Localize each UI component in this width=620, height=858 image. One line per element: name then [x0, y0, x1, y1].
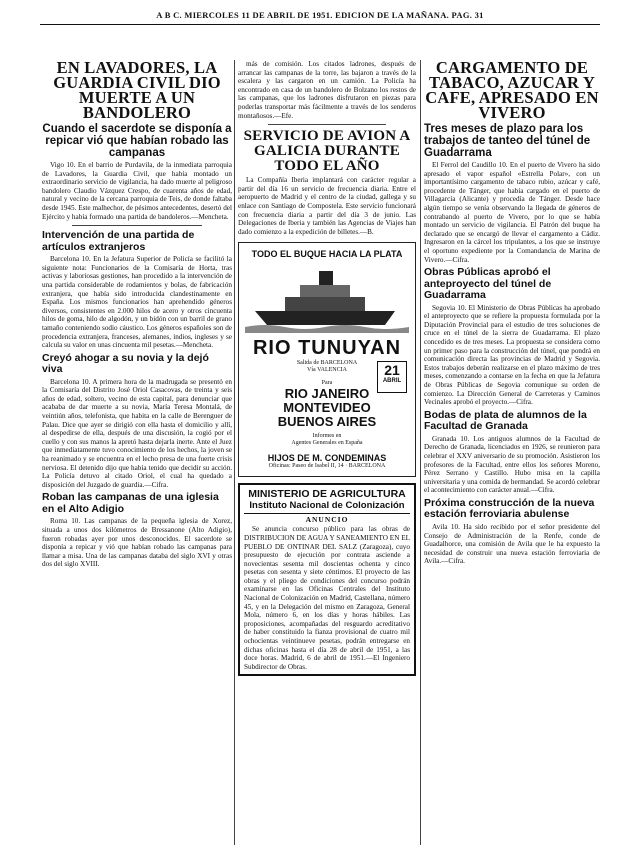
article-avion: La Compañía Iberia implantará con carácter regular a partir del día 16 un servicio de frecuencia diaria. Entre el aeropuerto de Madrid y el centro de la ciudad, gallega y su enlace con Santiago de Compostela. Este servicio funcionará con frecuencia diaria a partir del día 3 de junio. Las Delegaciones de Iberia y también las Agencias de Viajes han dado comienzo a la expedición de billetes.—B.	[238, 176, 416, 236]
ad-tagline: TODO EL BUQUE HACIA LA PLATA	[251, 249, 403, 260]
header-rule	[40, 24, 600, 25]
article-intervencion: Barcelona 10. En la Jefatura Superior de Policía se facilitó la siguiente nota: Funcionarios de la Comisaría de Horta, tras activas y laboriosas gestiones, han procedido a la intervención de una partida considerable de rodamientos y bolas, de fabricación extranjera, que había sido introducida clandestinamente en España. Los mismos funcionarios han aprehendido géneros diversos, consistentes en 2.000 hilos de acero y otros cincuenta hilos de goma, hilo de algodón, y un bidón con un barril de grano tamaño conteniendo sodio cáustico. Los géneros españoles son de procedencia extranjera, franceses, alemanes, indios, ingleses y se calcula su valor en unas cincuenta mil pesetas.—Mencheta.	[42, 255, 232, 350]
ship-advertisement	[238, 242, 416, 477]
ad-info: Informes en	[312, 433, 342, 440]
ministry-title: MINISTERIO DE AGRICULTURA	[248, 488, 406, 501]
headline-intervencion: Intervención de una partida de artículos extranjeros	[42, 229, 195, 253]
article-roban-cont: más de comisión. Los citados ladrones, después de arrancar las campanas de la torre, las bajaron a través de la escalera y las cargaron en un camión. La Policía ha encontrado en casa de un bandolero de Bolzano los restos de las campanas, que los ladrones disfrutaron en piezas para poderlas transportar más fácilmente a través de los senderos montañosos.—Efe.	[238, 60, 416, 120]
article-creyo: Barcelona 10. A primera hora de la madrugada se presentó en la Comisaría del Distrito José Oriol Casacovas, de treinta y seis años de edad, soltero, vecino de esta capital, para denunciar que acababa de dar muerte a su novia, María Teresa Montalá, de veintiún años, telefonista, que habita en la calle de Berenguer de Palau. Dice que ayer se dirigió con ella hasta el domicilio y allí, al despedirse de ella, después de una discusión, la cogió por el cuello y con sus manos la apretó hasta dejarla inerte. Ante el Juez que inmediatamente tuvo conocimiento de los hechos, la joven se ha reanimado y se encuentra en el lecho presa de una fuerte crisis nerviosa. El detenido dijo que había tenido que decidir su acción. La Policía detuvo al citado Oriol, el cual ha quedado a disposición del Juzgado de guardia.—Cifra.	[42, 377, 232, 489]
subhead-tunel: Tres meses de plazo para los trabajos de tanteo del túnel de Guadarrama	[424, 123, 591, 159]
ad-address: Oficinas: Paseo de Isabel II, 14 · BARCELONA	[268, 463, 386, 470]
headline-lavadores: EN LAVADORES, LA GUARDIA CIVIL DIO MUERTE A UN BANDOLERO	[53, 60, 221, 122]
article-bodas: Granada 10. Los antiguos alumnos de la Facultad de Derecho de Granada, licenciados en 1926, se reunieron para celebrar el XXV aniversario de su promoción. Asistieron los profesores de la Facultad, entre ellos los señores Moreno, Pérez Serrano y Castillo. Hubo misa en la capilla universitaria y una comida de hermandad. Se acordó celebrar el acontecimiento con carácter anual.—Cifra.	[424, 434, 600, 495]
headline-creyo: Creyó ahogar a su novia y la dejó viva	[42, 351, 209, 376]
subhead-lavadores: Cuando el sacerdote se disponía a repicar vió que habían robado las campanas	[42, 123, 232, 159]
column-1	[42, 60, 232, 569]
ad-date-box: 21 ABRIL	[377, 361, 407, 393]
notice-label: ANUNCIO	[305, 515, 349, 525]
headline-proxima: Próxima construcción de la nueva estación ferroviaria abulense	[424, 496, 595, 521]
institute-title: Instituto Nacional de Colonización	[244, 500, 410, 514]
article-proxima: Avila 10. Ha sido recibido por el señor presidente del Consejo de Administración de la Renfe, conde de Guadalhorce, una comisión de Avila que le ha expuesto la necesidad de construir una nueva estación ferroviaria de Avila.—Cifra.	[424, 522, 600, 566]
headline-cargamento: CARGAMENTO DE TABACO, AZUCAR Y CAFE, APRESADO EN VIVERO	[425, 60, 599, 122]
headline-obras: Obras Públicas aprobó el anteproyecto del túnel de Guadarrama	[424, 266, 552, 302]
ship-name: RIO TUNUYAN	[252, 337, 402, 360]
ad-agent-sub: Agentes Generales en España	[291, 440, 363, 447]
article-lavadores: Vigo 10. En el barrio de Purdavila, de la inmediata parroquia de Lavadores, la Guardia Civil, que había montado un extraordinario servicio de vigilancia, ha dado muerte al peligroso bandolero Claudio Vázquez Crespo, de cuarenta años de edad, natural y vecino de la cercana parroquia de Teis, de donde faltaba desde 1945. Este malhechor, de pésimos antecedentes, desertó del Ejército y había formado una partida de bandoleros.—Mencheta.	[42, 161, 232, 221]
article-obras: Segovia 10. El Ministerio de Obras Públicas ha aprobado el anteproyecto que se refiere la propuesta formulada por la Diputación Provincial para el estudio de tres soluciones de cruce en el túnel de la sierra de Guadarrama. El plazo concedido es de tres meses. La propuesta se considera como un primer paso para la construcción del túnel, que pondrá en comunicación directa las provincias de Madrid y Segovia. Estos trabajos deberán realizarse en el plazo máximo de tres meses, comenzando a contarse en la fecha en que la Jefatura de Obras Públicas de Segovia comunique su orden de comienzo. La Dirección General de Carreteras y Caminos Vecinales aprobó el proyecto.—Cifra.	[424, 303, 600, 407]
article-roban: Roma 10. Las campanas de la pequeña iglesia de Xorez, situada a unos dos kilómetros de Bressanone (Alto Adigio), fueron robadas ayer por unos desconocidos. El sacerdote se disponía a repicar y vió que habían robado las campanas para llamar a misa. Una de las campanas databa del siglo XVI y otras dos del siglo XVIII.	[42, 517, 232, 569]
ad-agent: HIJOS DE M. CONDEMINAS	[267, 453, 387, 464]
destination-3: BUENOS AIRES	[277, 414, 377, 430]
column-divider	[420, 60, 421, 845]
divider	[268, 124, 386, 125]
ship-illustration	[245, 263, 409, 333]
destination-2: MONTEVIDEO	[283, 400, 371, 416]
ministry-notice	[238, 483, 416, 676]
notice-body: Se anuncia concurso público para las obras de DISTRIBUCION DE AGUA Y SANEAMIENTO EN EL PUEBLO DE ONTINAR DEL SALZ (Zaragoza), cuyo presupuesto de ejecución por contrata asciende a novecientas sesenta mil doscientas ochenta y cinco pesetas con sesenta y siete céntimos. El proyecto de las obras y el pliego de condiciones del concurso podrán examinarse en las Oficinas Centrales del Instituto Nacional de Colonización en Madrid, Castellana, número 45, y en la Delegación del mismo en Zaragoza, General Mola, número 6, en los días y horas hábiles. Las proposiciones, acompañadas del resguardo acreditativo de haber constituido la fianza provisional de cuatro mil ochocientas veintinueve pesetas, podrán entregarse en dichas oficinas hasta el día 28 de abril de 1951, a las doce horas. Madrid, 6 de abril de 1951.—El Ingeniero Subdirector de Obras.	[244, 525, 410, 671]
divider	[72, 225, 202, 226]
column-2	[238, 60, 416, 676]
ad-to: Para	[321, 380, 333, 387]
headline-bodas: Bodas de plata de alumnos de la Facultad de Granada	[424, 408, 587, 433]
destination-1: RIO JANEIRO	[284, 386, 370, 402]
column-divider	[234, 60, 235, 845]
column-3	[424, 60, 600, 566]
page-header: A B C. MIERCOLES 11 DE ABRIL DE 1951. EDICION DE LA MAÑANA. PAG. 31	[156, 10, 484, 20]
headline-avion: SERVICIO DE AVION A GALICIA DURANTE TODO EL AÑO	[243, 128, 411, 175]
headline-roban: Roban las campanas de una iglesia en el Alto Adigio	[42, 491, 219, 515]
article-cargamento: El Ferrol del Caudillo 10. En el puerto de Vivero ha sido apresado el vapor español «Estrella Polar», con un importantísimo cargamento de tabaco rubio, azúcar y café, procedente de Tánger, que había cargado en el puerto de Villagarcía (Alicante) y procedía de Tánger. Desde hace algún tiempo se venía observando la llegada de géneros de contrabando al puerto de Vivero, por lo que se había montado un servicio de vigilancia. El Patrón del buque ha declarado que se encargó de llevar el cargamento a Cádiz. Ingresaron en la cárcel los tripulantes, a los que se instruye el oportuno expediente por la Comandancia de Marina de Vivero.—Cifra.	[424, 161, 600, 264]
ad-departure: Salida de BARCELONA Vía VALENCIA	[296, 360, 358, 374]
